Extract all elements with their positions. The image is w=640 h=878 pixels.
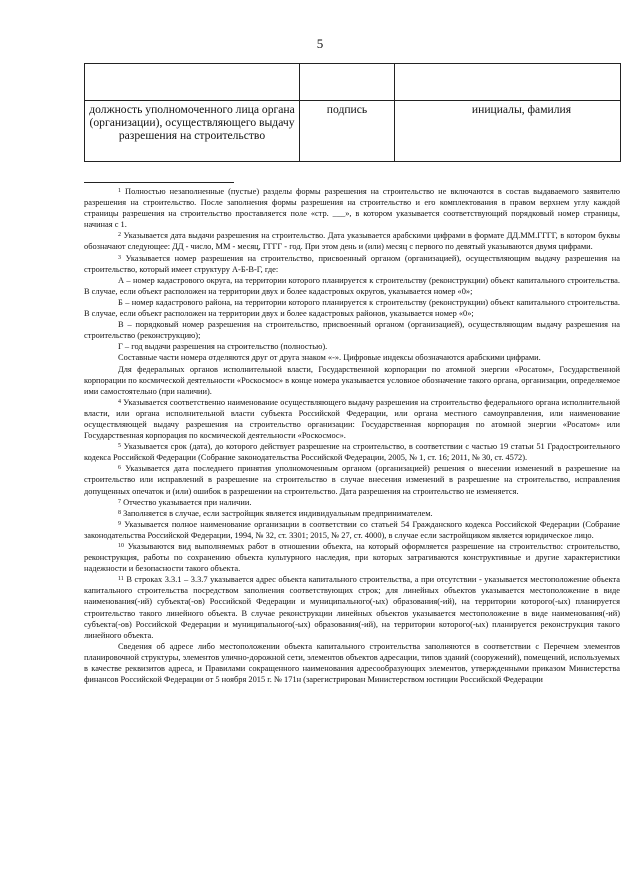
official-position-cell: [85, 101, 300, 162]
footnote-mark: 5: [118, 443, 121, 450]
footnote: [84, 463, 620, 496]
footnote-text: Указывается соответственно наименование осуществляющего выдачу разрешения на строительство федерального органа исполнительной власти, или органа исполнительной власти субъекта Российской Федерации, или органа местного самоуправления, или наименование осуществляющей выдачу разрешения на строительство организации: Государственная корпорация по атомной энергии «Росатом» или Государственная корпорация по космической деятельности «Роскосмос».: [84, 397, 620, 441]
signature-table: [84, 63, 621, 162]
full-name-cell: [395, 101, 621, 162]
footnote-mark: 4: [118, 398, 121, 405]
footnote: [84, 508, 620, 519]
footnote: [84, 441, 620, 463]
footnote-text: Указывается дата выдачи разрешения на строительство. Дата указывается арабскими цифрами в формате ДД.ММ.ГГГГ, в котором буквы обозначают следующее: ДД - число, ММ - месяц, ГГГГ - год. При этом день и (или) месяц с первого по девятый указываются двумя цифрами.: [84, 231, 621, 252]
footnote-text: Указывается дата последнего принятия уполномоченным органом (организацией) решения о внесении изменений в разрешение на строительство или исправлений в разрешение на строительство в случае внесения изменений в разрешение на строительство, исправления допущенных опечаток и (или) ошибок в разрешении на строительство. Дата разрешения на строительство не изменяется.: [84, 464, 620, 496]
footnote: [84, 297, 620, 319]
footnote-text: Полностью незаполненные (пустые) разделы формы разрешения на строительство не включаются в состав выдаваемого заявителю разрешения на строительство. После заполнения формы разрешения на строительство и его комплектования в правом верхнем углу каждой страницы разрешения на строительство проставляется поле «стр. ___», в котором указывается соответствующий порядковый номер страницы, начиная с 1.: [84, 187, 620, 230]
footnote-text: Для федеральных органов исполнительной власти, Государственной корпорации по атомной энергии «Росатом», Государственной корпорации по космической деятельности «Роскосмос» в конце номера указывается условное обозначение такого органа, организации, определяемое ими самостоятельно (при наличии).: [84, 364, 620, 396]
footnote-text: Г – год выдачи разрешения на строительство (полностью).: [118, 342, 328, 352]
footnote-text: В – порядковый номер разрешения на строительство, присвоенный органом (организацией), осуществляющим выдачу разрешения на строительство (реконструкцию);: [84, 320, 620, 341]
blank-cell-position: [85, 64, 300, 101]
footnote-text: А – номер кадастрового округа, на территории которого планируется к строительству (реконструкции) объект капитального строительства. В случае, если объект расположен на территории двух и более кадастровых округов, указывается номер «0»;: [84, 275, 620, 296]
footnote: [84, 519, 620, 541]
footnote-text: Указывается полное наименование организации в соответствии со статьей 54 Гражданского кодекса Российской Федерации (Собрание законодательства Российской Федерации, 1994, № 32, ст. 3301; 2015, № 27, ст. 4000), в случае если застройщиком является юридическое лицо.: [84, 519, 620, 540]
page-number: 5: [316, 36, 324, 51]
footnote: [84, 275, 620, 297]
signature-table-blank-row: [85, 64, 621, 101]
footnote-mark: 3: [118, 254, 121, 261]
footnote: [84, 574, 620, 641]
footnote: [84, 352, 620, 363]
footnote: [84, 319, 620, 341]
blank-cell-name: [395, 64, 621, 101]
footnote-text: Указывается срок (дата), до которого действует разрешение на строительство, в соответствии с частью 19 статьи 51 Градостроительного кодекса Российской Федерации (Собрание законодательства Российской Федерации, 2005, № 1, ст. 16; 2011, № 30, ст. 4572).: [84, 442, 621, 463]
footnote: [84, 253, 620, 275]
official-position-label: должность уполномоченного лица органа (организации), осуществляющего выдачу разрешения на строительство: [89, 103, 295, 142]
footnote-text: Заполняется в случае, если застройщик является индивидуальным предпринимателем.: [123, 508, 433, 518]
footnote-text: Составные части номера отделяются друг от друга знаком «-». Цифровые индексы обозначаются арабскими цифрами.: [118, 353, 541, 363]
footnote-mark: 1: [118, 188, 121, 194]
footnote: [84, 186, 620, 230]
footnote-mark: 8: [118, 509, 121, 516]
footnote-text: В строках 3.3.1 – 3.3.7 указывается адрес объекта капитального строительства, а при отсутствии - указывается местоположение объекта капитального строительства посредством заполнения соответствующих строк; для линейных объектов указывается местоположение в виде наименования(-ий) субъекта(-ов) Российской Федерации и муниципального(-ых) образования(-ий), на территории которого(-ых) планируется строительство такого линейного объекта. В случае реконструкции линейных объектов указывается местоположение в виде наименования(-ий) субъекта(-ов) Российской Федерации и муниципального(-ых) образования(-ий), на территории которого(-ых) планируется реконструкция такого линейного объекта.: [84, 575, 621, 640]
footnote-mark: 11: [118, 576, 124, 583]
footnote-mark: 7: [118, 498, 121, 505]
blank-cell-signature: [300, 64, 395, 101]
footnote-text: Отчество указывается при наличии.: [123, 497, 252, 507]
footnote: [84, 364, 620, 397]
footnote: [84, 341, 620, 352]
footnote-mark: 10: [118, 543, 124, 549]
footnote: [84, 641, 620, 685]
signature-label: подпись: [326, 103, 368, 116]
signature-table-caption-row: [85, 101, 621, 162]
signature-cell: [300, 101, 395, 162]
footnote-mark: 2: [118, 232, 121, 239]
footnote-mark: 6: [118, 465, 121, 472]
footnotes: [84, 186, 620, 685]
footnote-separator: [84, 182, 234, 183]
full-name-label: инициалы, фамилия: [471, 103, 572, 116]
footnote-text: Сведения об адресе либо местоположении объекта капитального строительства заполняются в соответствии с Перечнем элементов планировочной структуры, элементов улично-дорожной сети, элементов объектов адресации, типов зданий (сооружений), помещений, используемых в качестве реквизитов адреса, и Правилами сокращенного наименования адресообразующих элементов, утвержденными приказом Министерства финансов Российской Федерации от 5 ноября 2015 г. № 171н (зарегистрирован Министерством юстиции Российской Федерации: [84, 641, 620, 685]
footnote: [84, 541, 620, 574]
footnote-text: Б – номер кадастрового района, на территории которого планируется к строительству (реконструкции) объект капитального строительства. В случае, если объект расположен на территории двух и более кадастровых районов, указывается номер «0»;: [84, 297, 620, 319]
footnote: [84, 497, 620, 508]
footnote-text: Указываются вид выполняемых работ в отношении объекта, на который оформляется разрешение на строительство: строительство, реконструкция, работы по сохранению объекта культурного наследия, при которых затрагиваются конструктивные и другие характеристики надежности и безопасности такого объекта.: [84, 542, 620, 574]
footnote-mark: 9: [118, 520, 121, 527]
footnote: [84, 397, 620, 441]
footnote-text: Указывается номер разрешения на строительство, присвоенный органом (организацией), осуществляющим выдачу разрешения на строительство, который имеет структуру А-Б-В-Г, где:: [84, 253, 620, 274]
footnote: [84, 230, 620, 252]
